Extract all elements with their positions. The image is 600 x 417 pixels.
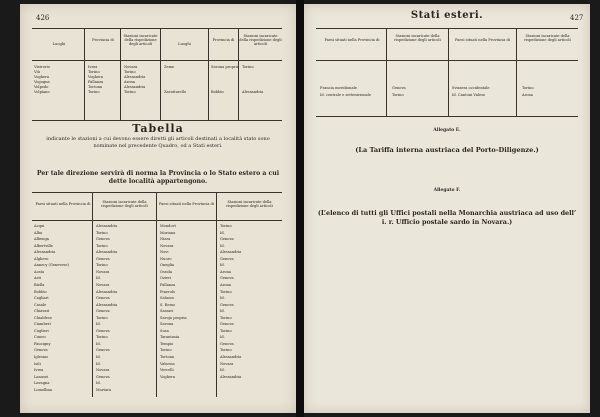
table-cell-station: Id. — [96, 355, 101, 359]
table-cell-station: Id. — [220, 263, 225, 268]
table-cell-place: Novi — [160, 250, 169, 255]
book-gutter — [296, 0, 304, 417]
intro-text: indicante le stazioni a cui devono essere diretti gli articoli destinati a località stato sono nominate nel precedente Quadro, od a Stati esteri. — [46, 136, 270, 149]
table-cell-place: Id. Cantoni Valese — [452, 93, 486, 97]
table-cell-place: Voghera — [160, 374, 176, 379]
header-provincia-2: Provincia di — [212, 38, 235, 42]
table-cell-station: Genova — [220, 341, 234, 346]
table-cell-station: Torino — [392, 93, 404, 97]
allegato-f-text: (L’elenco di tutti gli Uffici postali nella Monarchia austriaca ad uso dell’ i. r. Ufficio postale sardo in Novara.) — [317, 209, 577, 226]
table-cell-place: Chiavari — [34, 309, 50, 314]
table-cell-place: Zeme — [164, 65, 175, 69]
table-cell-place: Isili — [34, 361, 41, 366]
table-cell-place: Pinerolo — [160, 289, 176, 294]
table-cell-station: Id. — [96, 276, 101, 281]
table-cell-place: Cuglieri — [34, 328, 49, 333]
table-cell-station: Alessandria — [96, 302, 118, 307]
table-cell-place: Alessandria — [34, 250, 56, 255]
table-cell-station: Genova — [96, 374, 110, 379]
table-cell-place: Albenga — [34, 237, 49, 242]
table-cell-province: Torino — [88, 90, 100, 94]
table-cell-station: Genova — [96, 309, 110, 314]
table-cell-station: Id. — [96, 341, 101, 346]
table-cell-place: Tortona — [160, 355, 175, 359]
table-cell-place: Volpiano — [34, 90, 50, 94]
table-cell-province: Voghera — [88, 75, 104, 79]
table-cell-place: Faucigny — [34, 341, 51, 346]
table-cell-place: Pallanza — [160, 282, 176, 287]
table-cell-station: Arona — [220, 282, 231, 287]
table-cell-place: Novara — [160, 243, 174, 248]
table-cell-station: Genova — [220, 322, 234, 327]
table-cell-place: Tempio — [160, 341, 174, 346]
table-cell-place: Iglesias — [34, 355, 48, 359]
table-cell-place: Vercelli — [160, 368, 174, 373]
table-cell-station: Genova — [96, 296, 110, 301]
table-cell-place: Moriana — [160, 230, 176, 235]
table-cell-place: Alba — [34, 230, 43, 235]
table-cell-station: Novara — [220, 361, 234, 366]
table-cell-place: Sassari — [160, 309, 174, 314]
table-cell-station: Alessandria — [242, 90, 264, 94]
table-cell-place: Lanusei — [34, 374, 49, 379]
header-stazioni-bottom: Stazioni incaricate della rispedizione degli articoli — [101, 200, 148, 209]
header-stazioni-2: Stazioni incaricate della rispedizione degli articoli — [239, 34, 282, 47]
table-cell-province: Savona propria — [211, 65, 239, 69]
table-cell-place: Francia meridionale — [320, 86, 357, 90]
table-cell-place: Ciamberì — [34, 322, 51, 327]
header-provincia: Provincia di — [92, 38, 114, 42]
table-cell-station: Id. — [220, 368, 225, 373]
table-cell-province: Pallanza — [88, 80, 104, 84]
table-cell-station: Alessandria — [96, 224, 118, 228]
table-cell-station: Mortara — [96, 387, 112, 392]
table-cell-place: Acqui — [34, 224, 45, 228]
table-cell-station: Torino — [220, 289, 232, 294]
table-cell-place: Nuoro — [160, 256, 172, 261]
table-cell-place: Casale — [34, 302, 47, 307]
header-stazioni: Stazioni incaricate della rispedizione degli articoli — [123, 34, 158, 47]
table-cell-place: Bobbio — [34, 289, 47, 294]
table-cell-station: Alessandria — [96, 289, 118, 294]
table-cell-station: Torino — [220, 315, 232, 320]
table-cell-place: Vogogna — [34, 80, 50, 84]
table-cell-place: Viù — [34, 70, 40, 74]
header-stazioni-right: Stazioni incaricate della rispedizione degli articoli — [394, 34, 441, 43]
table-cell-station: Torino — [96, 263, 108, 268]
table-cell-station: Alessandria — [220, 374, 242, 379]
table-cell-place: Asti — [34, 276, 42, 281]
table-cell-station: Genova — [96, 256, 110, 261]
table-cell-station: Id. — [96, 381, 101, 386]
header-luoghi: Luoghi — [52, 42, 66, 46]
table-cell-station: Novara — [96, 368, 110, 373]
table-cell-station: Id. — [96, 361, 101, 366]
table-cell-province: Ivrea — [88, 65, 98, 69]
page-number-right: 427 — [570, 14, 584, 22]
table-cell-station: Alessandria — [96, 250, 118, 255]
table-cell-place: Albertville — [34, 243, 53, 248]
right-page — [304, 4, 590, 413]
table-cell-place: Vistrorio — [34, 65, 50, 69]
table-cell-station: Id. — [220, 230, 225, 235]
table-cell-place: Tarantasia — [160, 335, 180, 340]
table-cell-place: Ossola — [160, 269, 173, 274]
table-cell-place: Torino — [160, 348, 172, 353]
table-cell-station: Torino — [96, 243, 108, 248]
table-cell-station: Arona — [124, 80, 135, 84]
table-cell-station: Alessandria — [124, 85, 146, 89]
table-cell-station: Genova — [220, 276, 234, 281]
table-cell-station: Alessandria — [124, 75, 146, 79]
table-cell-place: Susa — [160, 328, 169, 333]
table-cell-place: Aosta — [34, 269, 45, 274]
table-cell-province: Torino — [88, 70, 100, 74]
table-cell-place: Annecy (Genevese) — [34, 263, 69, 268]
table-cell-station: Torino — [242, 65, 254, 69]
table-cell-station: Torino — [522, 86, 534, 90]
table-cell-station: Genova — [96, 328, 110, 333]
table-cell-place: S. Remo — [160, 302, 176, 307]
section-title: Tabella — [132, 122, 184, 135]
table-cell-place: Id. centrale e settentrionale — [320, 93, 371, 97]
page-number: 426 — [36, 14, 50, 22]
table-cell-station: Arona — [522, 93, 533, 97]
table-cell-station: Torino — [220, 224, 232, 228]
header-paesi-2: Paesi situati nella Provincia di — [158, 202, 214, 206]
table-cell-station: Torino — [220, 348, 232, 353]
table-cell-station: Alessandria — [220, 250, 242, 255]
table-cell-place: Nizza — [160, 237, 171, 242]
subtitle-text: Per tale direzione servirà di norma la Provincia o lo Stato estero a cui dette località appartengono. — [36, 170, 280, 185]
table-cell-place: Savona — [160, 322, 174, 327]
table-cell-station: Torino — [124, 90, 136, 94]
header-paesi-right: Paesi situati nella Provincia di — [324, 38, 380, 42]
header-luoghi-2: Luoghi — [178, 42, 191, 46]
table-cell-station: Alessandria — [220, 355, 242, 359]
table-cell-province: Bobbio — [211, 90, 224, 94]
header-paesi-right-2: Paesi situati nella Provincia di — [454, 38, 510, 42]
allegato-e-text: (La Tariffa interna austriaca del Porto-Diligenze.) — [355, 146, 539, 154]
table-cell-place: Valsesia — [160, 361, 175, 366]
table-cell-place: Biella — [34, 282, 45, 287]
table-cell-station: Id. — [96, 322, 101, 327]
table-cell-station: Id. — [220, 309, 225, 314]
table-cell-place: Cuneo — [34, 335, 46, 340]
table-cell-place: Genova — [34, 348, 48, 353]
table-cell-place: Mondovì — [160, 224, 176, 228]
table-cell-station: Genova — [220, 256, 234, 261]
table-cell-station: Id. — [220, 335, 225, 340]
table-cell-place: Lomellina — [34, 387, 52, 392]
table-cell-station: Torino — [96, 335, 108, 340]
table-cell-station: Novara — [96, 269, 110, 274]
table-cell-place: Savoja propria — [160, 315, 187, 320]
header-paesi: Paesi situati nella Provincia di — [35, 202, 91, 206]
left-page — [20, 4, 296, 413]
table-cell-station: Id. — [220, 243, 225, 248]
table-cell-place: Zavattarello — [164, 90, 187, 94]
table-cell-station: Genova — [392, 86, 406, 90]
table-cell-place: Ivrea — [34, 368, 44, 373]
table-cell-place: Lavagna — [34, 381, 50, 386]
table-cell-place: Voghera — [34, 75, 50, 79]
table-cell-place: Cagliari — [34, 296, 49, 301]
table-cell-station: Novara — [96, 282, 110, 287]
table-cell-station: Id. — [220, 296, 225, 301]
table-cell-station: Novara — [124, 65, 138, 69]
table-cell-station: Torino — [96, 315, 108, 320]
header-stazioni-right-2: Stazioni incaricate della rispedizione degli articoli — [524, 34, 571, 43]
table-cell-place: Alghero — [34, 256, 49, 261]
allegato-e-label: Allegato E. — [433, 128, 461, 133]
table-cell-station: Torino — [220, 328, 232, 333]
table-cell-place: Saluzzo — [160, 296, 175, 301]
table-cell-station: Torino — [96, 230, 108, 235]
table-cell-station: Genova — [96, 348, 110, 353]
allegato-f-label: Allegato F. — [433, 188, 461, 193]
table-cell-station: Genova — [220, 237, 234, 242]
table-cell-station: Genova — [220, 302, 234, 307]
table-cell-place: Ozieri — [160, 276, 171, 281]
table-cell-station: Torino — [124, 70, 136, 74]
stati-esteri-title: Stati esteri. — [410, 10, 484, 21]
table-cell-place: Volpedo — [34, 85, 49, 89]
table-cell-place: Chiablese — [34, 315, 52, 320]
table-cell-station: Arona — [220, 269, 231, 274]
table-cell-place: Oneglia — [160, 263, 175, 268]
table-cell-place: Svizzera occidentale — [452, 86, 490, 90]
header-stazioni-bottom-2: Stazioni incaricate della rispedizione degli articoli — [226, 200, 273, 209]
table-cell-province: Tortona — [88, 85, 103, 89]
table-cell-station: Genova — [96, 237, 110, 242]
